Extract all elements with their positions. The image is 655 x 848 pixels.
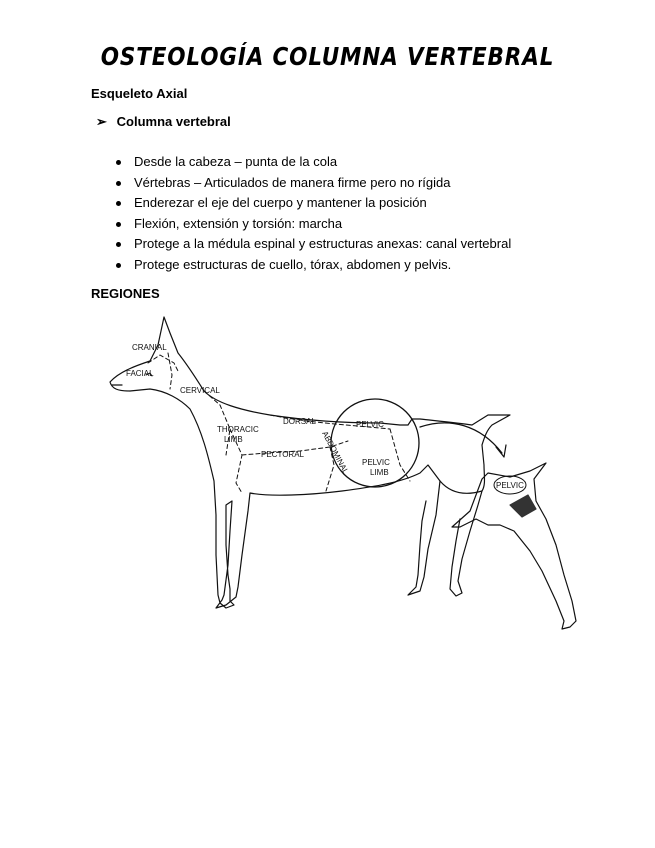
list-item: Enderezar el eje del cuerpo y mantener la posición [114,193,511,214]
hind-leg [408,481,482,596]
label-cranial: CRANIAL [132,343,167,352]
label-cervical: CERVICAL [180,386,220,395]
list-item: Vértebras – Articulados de manera firme pero no rígida [114,173,511,194]
label-thoracic-limb: LIMB [224,435,243,444]
label-pelvic-limb-2: LIMB [370,468,389,477]
list-item: Desde la cabeza – punta de la cola [114,152,511,173]
arrow-list-item [96,114,231,130]
label-pelvic: PELVIC [356,420,384,429]
label-thoracic: THORACIC [217,425,259,434]
label-pelvic-zoom: PELVIC [496,481,524,490]
list-item: Flexión, extensión y torsión: marcha [114,214,511,235]
pelvic-shading [510,495,536,517]
label-abdominal: ABDOMINAL [320,429,351,476]
dog-outline [110,317,510,608]
section-heading: Esqueleto Axial [91,86,188,101]
label-facial: FACIAL [126,369,154,378]
facial-boundary [168,353,172,389]
label-dorsal: DORSAL [283,417,316,426]
label-pectoral: PECTORAL [261,450,304,459]
arrow-bullet-icon: ➢ [96,114,107,129]
document-title: OSTEOLOGÍA COLUMNA VERTEBRAL [100,42,555,71]
regions-heading: REGIONES [91,286,160,301]
label-pelvic-limb: PELVIC [362,458,390,467]
list-item: Protege a la médula espinal y estructuras anexas: canal vertebral [114,234,511,255]
dog-regions-diagram [90,305,590,640]
arrow-item-label: Columna vertebral [116,114,231,129]
list-item: Protege estructuras de cuello, tórax, abdomen y pelvis. [114,255,511,276]
bullet-list [114,152,511,275]
